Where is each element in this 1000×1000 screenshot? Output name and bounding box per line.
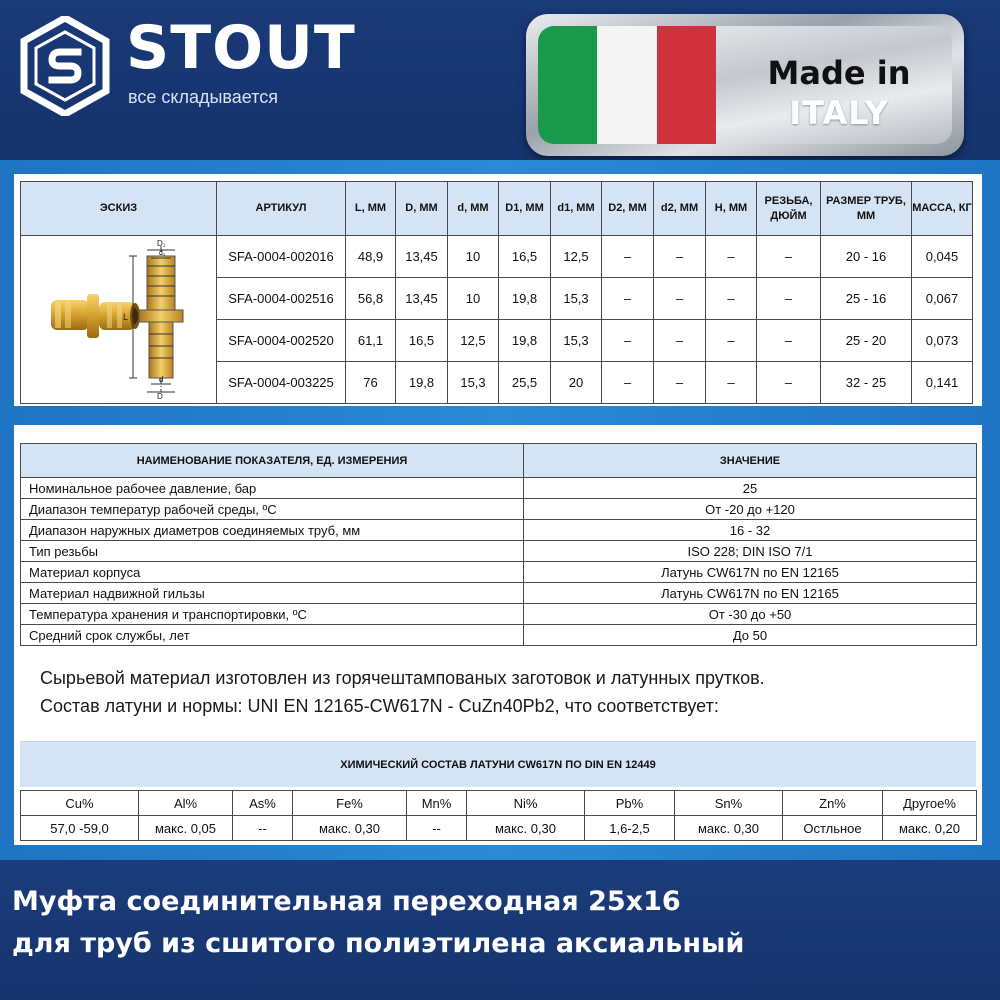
header-cell: ЭСКИЗ [21,182,217,236]
header-cell: d1, ММ [551,182,602,236]
cell: – [706,320,757,362]
header-cell: L, ММ [346,182,396,236]
spec-name: Диапазон наружных диаметров соединяемых труб, мм [21,520,524,541]
cell: 25 - 16 [821,278,912,320]
chem-header: Al% [139,791,233,816]
table-row [21,791,977,816]
table-row [21,583,977,604]
chem-header: Sn% [675,791,783,816]
table-row [21,816,977,841]
chem-value: -- [407,816,467,841]
header-cell: РАЗМЕР ТРУБ, ММ [821,182,912,236]
table-row [21,236,973,278]
product-table [20,181,973,404]
cell: 25,5 [499,362,551,404]
chem-value: макс. 0,30 [675,816,783,841]
chem-header: Cu% [21,791,139,816]
chem-table [20,790,977,841]
cell: SFA-0004-003225 [217,362,346,404]
badge-line-2: ITALY [789,94,889,132]
cell: – [602,278,654,320]
cell: 16,5 [396,320,448,362]
header-cell: ЗНАЧЕНИЕ [524,444,977,478]
cell: – [757,362,821,404]
table-row [21,520,977,541]
cell: 48,9 [346,236,396,278]
cell: 15,3 [551,278,602,320]
header-cell: D, ММ [396,182,448,236]
header-cell: НАИМЕНОВАНИЕ ПОКАЗАТЕЛЯ, ЕД. ИЗМЕРЕНИЯ [21,444,524,478]
table-row [21,625,977,646]
chem-header: Другое% [883,791,977,816]
cell: 19,8 [499,278,551,320]
table-row [21,499,977,520]
product-sketch [21,236,217,404]
spec-value: До 50 [524,625,977,646]
brand-name: STOUT [126,13,356,83]
cell: – [706,362,757,404]
cell: 0,067 [912,278,973,320]
sketch-label: D [157,392,163,400]
cell: 13,45 [396,278,448,320]
cell: – [757,236,821,278]
spec-value: 25 [524,478,977,499]
header-cell: D2, ММ [602,182,654,236]
spec-name: Материал корпуса [21,562,524,583]
cell: 10 [448,278,499,320]
made-in-italy-badge [526,14,964,156]
material-note-line-2: Состав латуни и нормы: UNI EN 12165-CW617N - CuZn40Pb2, что соответствует: [40,696,719,716]
chem-value: -- [233,816,293,841]
spec-name: Диапазон температур рабочей среды, ºС [21,499,524,520]
header-cell: H, ММ [706,182,757,236]
cell: 15,3 [551,320,602,362]
chem-value: макс. 0,05 [139,816,233,841]
cell: 0,141 [912,362,973,404]
cell: 61,1 [346,320,396,362]
cell: – [757,320,821,362]
chem-header: Pb% [585,791,675,816]
brand-tagline: все складывается [128,87,278,107]
header-cell: d, ММ [448,182,499,236]
cell: SFA-0004-002016 [217,236,346,278]
italy-flag-icon [538,26,716,144]
cell: – [706,236,757,278]
header-cell: D1, ММ [499,182,551,236]
chem-header: Zn% [783,791,883,816]
fitting-drawing-icon [21,236,217,400]
spec-value: От -30 до +50 [524,604,977,625]
cell: 15,3 [448,362,499,404]
cell: 25 - 20 [821,320,912,362]
chem-value: 57,0 -59,0 [21,816,139,841]
sketch-label: L [123,312,129,322]
cell: 0,045 [912,236,973,278]
spec-value: Латунь CW617N по EN 12165 [524,562,977,583]
sketch-label: d [159,375,164,384]
table-row [21,478,977,499]
cell: – [654,320,706,362]
cell: 13,45 [396,236,448,278]
cell: 76 [346,362,396,404]
cell: 16,5 [499,236,551,278]
spec-value: От -20 до +120 [524,499,977,520]
product-table-header [21,182,973,236]
cell: – [602,236,654,278]
cell: – [654,236,706,278]
cell: – [706,278,757,320]
header-banner [0,0,1000,160]
chem-value: макс. 0,30 [467,816,585,841]
chem-header: As% [233,791,293,816]
spec-name: Температура хранения и транспортировки, ºС [21,604,524,625]
chem-value: Остльное [783,816,883,841]
table-row [21,541,977,562]
sketch-label: D₁ [157,239,166,248]
header-cell: РЕЗЬБА, ДЮЙМ [757,182,821,236]
cell: 20 - 16 [821,236,912,278]
cell: – [757,278,821,320]
table-row [21,562,977,583]
specs-table [20,443,977,646]
spec-name: Номинальное рабочее давление, бар [21,478,524,499]
product-title-line-2: для труб из сшитого полиэтилена аксиальный [12,928,745,959]
spec-value: 16 - 32 [524,520,977,541]
cell: – [654,278,706,320]
specs-table-header [21,444,977,478]
header-cell: d2, ММ [654,182,706,236]
spec-name: Материал надвижной гильзы [21,583,524,604]
spec-name: Тип резьбы [21,541,524,562]
cell: SFA-0004-002516 [217,278,346,320]
cell: 56,8 [346,278,396,320]
table-row [21,604,977,625]
spec-value: ISO 228; DIN ISO 7/1 [524,541,977,562]
badge-line-1: Made in [767,54,911,92]
cell: 19,8 [396,362,448,404]
product-title-line-1: Муфта соединительная переходная 25x16 [12,886,681,917]
cell: – [602,320,654,362]
footer-banner [0,860,1000,1000]
cell: – [602,362,654,404]
cell: SFA-0004-002520 [217,320,346,362]
stout-logo-icon [20,16,110,116]
cell: 32 - 25 [821,362,912,404]
header-cell: МАССА, КГ [912,182,973,236]
sketch-label: d₁ [159,250,166,257]
chem-header: Mn% [407,791,467,816]
cell: 20 [551,362,602,404]
chem-header: Ni% [467,791,585,816]
material-note-line-1: Сырьевой материал изготовлен из горячештампованых заготовок и латунных прутков. [40,668,765,688]
header-cell: АРТИКУЛ [217,182,346,236]
cell: 0,073 [912,320,973,362]
spec-name: Средний срок службы, лет [21,625,524,646]
cell: 12,5 [551,236,602,278]
chem-header: Fe% [293,791,407,816]
chem-value: 1,6-2,5 [585,816,675,841]
chem-value: макс. 0,30 [293,816,407,841]
chem-table-title: ХИМИЧЕСКИЙ СОСТАВ ЛАТУНИ CW617N ПО DIN EN 12449 [20,741,976,787]
cell: 12,5 [448,320,499,362]
cell: – [654,362,706,404]
cell: 10 [448,236,499,278]
spec-value: Латунь CW617N по EN 12165 [524,583,977,604]
chem-value: макс. 0,20 [883,816,977,841]
cell: 19,8 [499,320,551,362]
